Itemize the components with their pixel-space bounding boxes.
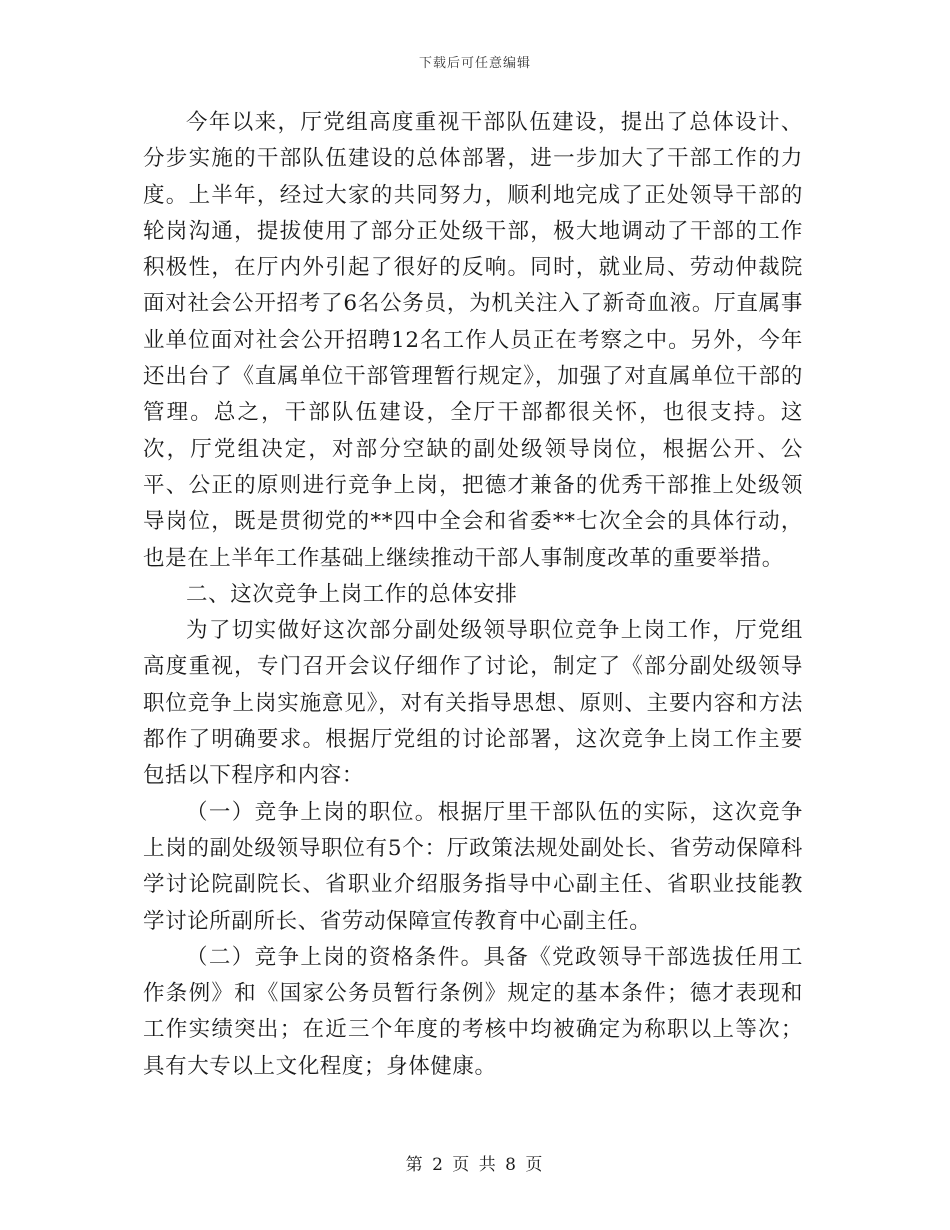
page-header: 下载后可任意编辑 [418,56,531,71]
document-body [143,105,803,1085]
page-number: 第 2 页 共 8 页 [405,1155,545,1175]
paragraph-qualifications: （二）竞争上岗的资格条件。具备《党政领导干部选拔任用工作条例》和《国家公务员暂行条例》规定的基本条件；德才表现和工作实绩突出；在近三个年度的考核中均被确定为称职以上等次；具有大专以上文化程度；身体健康。 [143,944,803,1079]
section-heading: 二、这次竞争上岗工作的总体安排 [186,581,518,607]
paragraph-positions: （一）竞争上岗的职位。根据厅里干部队伍的实际，这次竞争上岗的副处级领导职位有5个：厅政策法规处副处长、省劳动保障科学讨论院副院长、省职业介绍服务指导中心副主任、省职业技能教学讨论所副所长、省劳动保障宣传教育中心副主任。 [143,799,803,934]
paragraph-intro: 今年以来，厅党组高度重视干部队伍建设，提出了总体设计、分步实施的干部队伍建设的总体部署，进一步加大了干部工作的力度。上半年，经过大家的共同努力，顺利地完成了正处领导干部的轮岗沟通，提拔使用了部分正处级干部，极大地调动了干部的工作积极性，在厅内外引起了很好的反响。同时，就业局、劳动仲裁院面对社会公开招考了6名公务员，为机关注入了新奇血液。厅直属事业单位面对社会公开招聘12名工作人员正在考察之中。另外，今年还出台了《直属单位干部管理暂行规定》，加强了对直属单位干部的管理。总之，干部队伍建设，全厅干部都很关怀，也很支持。这次，厅党组决定，对部分空缺的副处级领导岗位，根据公开、公平、公正的原则进行竞争上岗，把德才兼备的优秀干部推上处级领导岗位，既是贯彻党的**四中全会和省委**七次全会的具体行动，也是在上半年工作基础上继续推动干部人事制度改革的重要举措。 [143,110,803,571]
paragraph-arrangement: 为了切实做好这次部分副处级领导职位竞争上岗工作，厅党组高度重视，专门召开会议仔细作了讨论，制定了《部分副处级领导职位竞争上岗实施意见》，对有关指导思想、原则、主要内容和方法都作了明确要求。根据厅党组的讨论部署，这次竞争上岗工作主要包括以下程序和内容： [143,618,803,789]
